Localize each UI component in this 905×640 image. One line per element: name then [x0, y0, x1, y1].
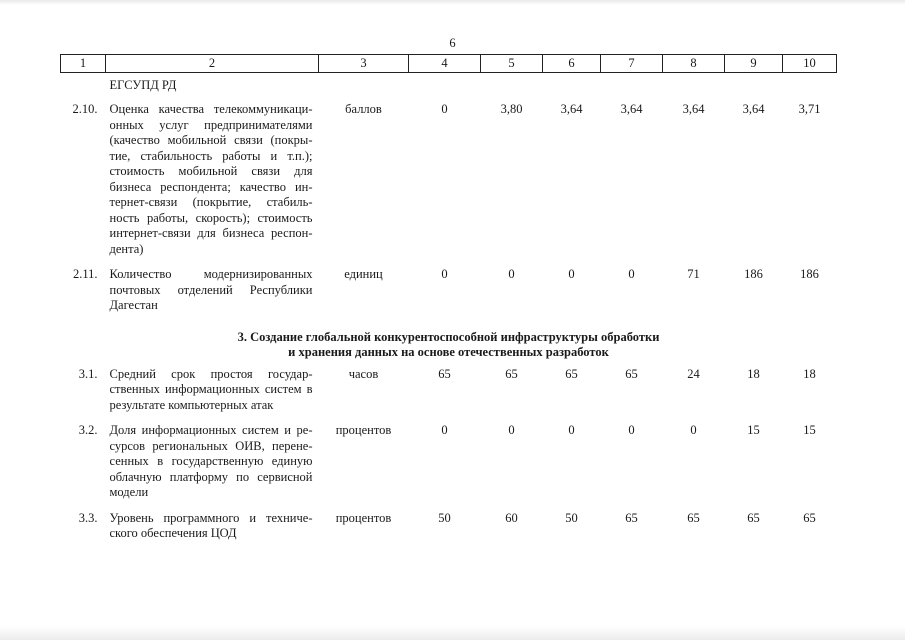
column-header: 5 [481, 55, 543, 73]
unit-cell: единиц [344, 267, 383, 281]
column-header: 9 [725, 55, 783, 73]
section-heading-line-1: 3. Создание глобальной конкурентоспособной инфраструктуры обработки [237, 329, 660, 344]
unit-cell: процентов [335, 423, 392, 437]
unit-cell: часов [348, 366, 379, 381]
continuation-text: ЕГСУПД РД [109, 78, 177, 92]
value-cell: 0 [568, 423, 575, 437]
value-cell: 0 [441, 102, 448, 116]
table-row [61, 423, 837, 511]
value-cell: 65 [625, 510, 638, 525]
value-cell: 0 [508, 423, 515, 437]
value-cell: 3,80 [500, 102, 523, 116]
row-number: 2.10. [72, 102, 98, 116]
value-cell: 65 [625, 366, 638, 381]
row-number: 3.2. [78, 423, 98, 437]
unit-cell: процентов [335, 510, 392, 525]
table-row [61, 267, 837, 324]
value-cell: 3,64 [682, 102, 705, 116]
value-cell: 65 [438, 366, 451, 381]
column-header: 3 [319, 55, 409, 73]
value-cell: 50 [438, 510, 451, 525]
value-cell: 65 [747, 510, 760, 525]
value-cell: 0 [568, 267, 575, 281]
unit-cell: баллов [345, 102, 382, 116]
table-row [61, 367, 837, 424]
value-cell: 0 [628, 423, 635, 437]
value-cell: 0 [628, 267, 635, 281]
value-cell: 18 [747, 366, 760, 381]
indicator-description: Оценка качества телекоммуникаци-онных услуг предпринимателями (качество мобильной связи (покры-тие, стабильность работы и т.п.); стоимость мобильной связи для бизнеса респондента; качество ин-тернет-связи (покрытие, стабиль-ность работы, скорость); стоимость интернет-связи для бизнеса респон-дента) [109, 102, 313, 256]
section-heading-line-2: и хранения данных на основе отечественных разработок [288, 345, 609, 359]
table-row [61, 511, 837, 552]
row-number: 3.1. [78, 366, 98, 381]
value-cell: 186 [744, 267, 763, 281]
value-cell: 3,64 [560, 102, 583, 116]
value-cell: 0 [441, 423, 448, 437]
value-cell: 3,71 [798, 102, 821, 116]
value-cell: 0 [508, 267, 515, 281]
continuation-row [61, 73, 837, 103]
column-header: 6 [543, 55, 601, 73]
value-cell: 3,64 [620, 102, 643, 116]
column-header: 4 [409, 55, 481, 73]
value-cell: 15 [747, 423, 760, 437]
value-cell: 71 [687, 267, 700, 281]
indicator-description: Доля информационных систем и ре-сурсов региональных ОИВ, перене-сенных в государственную единую облачную платформу по сервисной модели [109, 423, 313, 499]
value-cell: 15 [803, 423, 816, 437]
value-cell: 65 [687, 510, 700, 525]
value-cell: 50 [565, 510, 578, 525]
scan-shadow-top [0, 0, 905, 5]
indicator-description: Уровень программного и техниче-ского обеспечения ЦОД [109, 510, 313, 540]
row-number: 3.3. [78, 510, 98, 525]
column-header: 10 [783, 55, 837, 73]
value-cell: 18 [803, 366, 816, 381]
column-header: 7 [601, 55, 663, 73]
indicator-description: Количество модернизированных почтовых отделений Республики Дагестан [109, 267, 313, 312]
column-number-header-row [61, 55, 837, 73]
column-header: 1 [61, 55, 106, 73]
indicator-description: Средний срок простоя государ-ственных информационных систем в результате компьютерных атак [109, 366, 313, 412]
scan-shadow-bottom [0, 626, 905, 640]
table-row [61, 102, 837, 267]
value-cell: 0 [690, 423, 697, 437]
row-number: 2.11. [72, 267, 98, 281]
value-cell: 65 [803, 510, 816, 525]
value-cell: 0 [441, 267, 448, 281]
section-heading-row [61, 324, 837, 367]
column-header: 2 [106, 55, 319, 73]
page-number: 6 [449, 36, 456, 50]
value-cell: 60 [505, 510, 518, 525]
value-cell: 186 [800, 267, 819, 281]
column-header: 8 [663, 55, 725, 73]
indicators-table [60, 54, 837, 552]
value-cell: 3,64 [742, 102, 765, 116]
value-cell: 24 [687, 366, 700, 381]
value-cell: 65 [565, 366, 578, 381]
value-cell: 65 [505, 366, 518, 381]
